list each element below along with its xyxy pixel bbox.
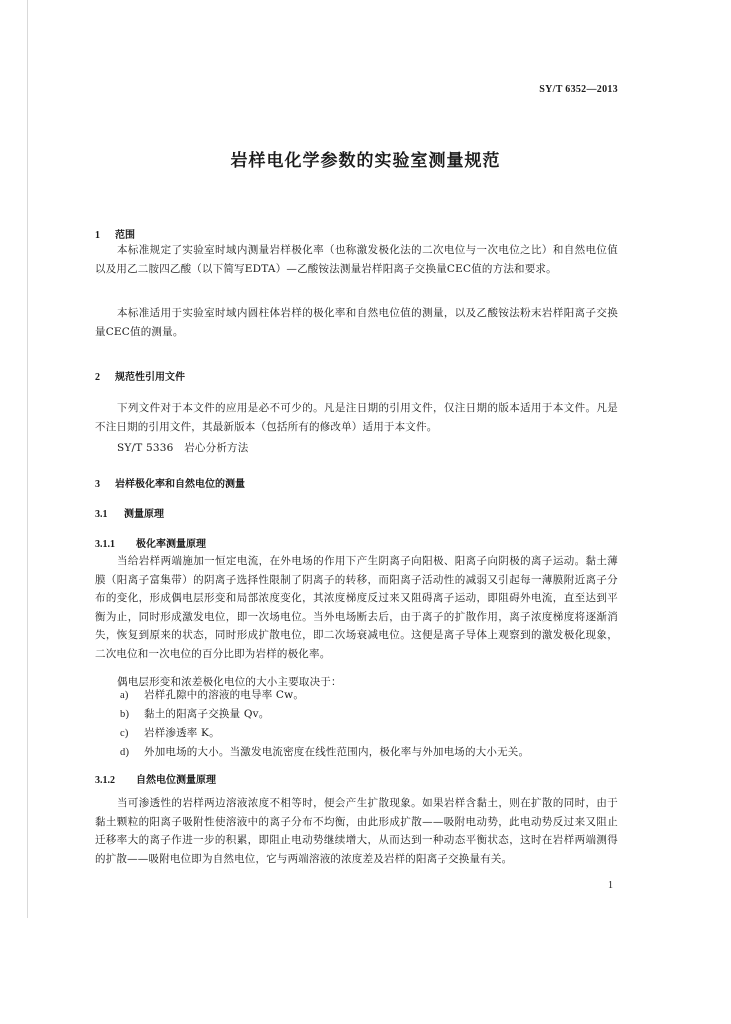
section-3-1-1-paragraph-1: 当给岩样两端施加一恒定电流，在外电场的作用下产生阴离子向阳极、阳离子向阴极的离子运动。黏土薄膜（阳离子富集带）的阴离子选择性限制了阴离子的转移，而阳离子活动性的减弱又引起每一薄膜附近离子分布的变化，形成偶电层形变和局部浓度变化，其浓度梯度反过来又阻碍离子运动，即阻碍外电流，直至达到平衡为止，同时形成激发电位，即一次场电位。当外电场断去后，由于离子的扩散作用，离子浓度梯度将逐渐消失，恢复到原来的状态，同时形成扩散电位，即二次场衰减电位。这便是离子导体上观察到的激发极化现象，二次电位和一次电位的百分比即为岩样的极化率。 [95, 555, 618, 660]
section-number: 3.1.1 [95, 539, 115, 550]
section-2-heading [95, 368, 185, 383]
section-1-heading [95, 226, 135, 241]
scan-edge-line [27, 0, 28, 918]
section-1-paragraph-1: 本标准规定了实验室时域内测量岩样极化率（也称激发极化法的二次电位与一次电位之比）和自然电位值以及用乙二胺四乙酸（以下简写EDTA）—乙酸铵法测量岩样阳离子交换量CEC值的方法和要求。 [95, 244, 618, 275]
section-number: 3.1 [95, 509, 108, 520]
list-text: 岩样孔隙中的溶液的电导率 Cw。 [144, 689, 305, 701]
section-3-1-1-heading [95, 535, 206, 550]
list-marker: b) [120, 709, 130, 720]
section-title: 范围 [115, 230, 135, 241]
section-3-heading [95, 475, 245, 490]
list-text: 外加电场的大小。当激发电流密度在线性范围内，极化率与外加电场的大小无关。 [144, 746, 530, 758]
section-title: 规范性引用文件 [115, 372, 185, 383]
list-item [120, 725, 220, 740]
list-item [120, 706, 269, 721]
list-marker: a) [120, 690, 129, 701]
standard-number: SY/T 6352—2013 [539, 84, 618, 95]
section-3-1-2-heading [95, 771, 216, 786]
section-2-paragraph-1: 下列文件对于本文件的应用是必不可少的。凡是注日期的引用文件，仅注日期的版本适用于本文件。凡是不注日期的引用文件，其最新版本（包括所有的修改单）适用于本文件。 [95, 402, 618, 433]
section-number: 3.1.2 [95, 775, 115, 786]
section-title: 测量原理 [124, 509, 164, 520]
list-marker: c) [120, 728, 129, 739]
page-number: 1 [608, 880, 613, 891]
section-3-1-1-paragraph-2: 偶电层形变和浓差极化电位的大小主要取决于： [117, 676, 342, 688]
section-title: 极化率测量原理 [136, 539, 206, 550]
list-item [120, 687, 304, 702]
section-number: 1 [95, 230, 100, 241]
list-text: 岩样渗透率 K。 [144, 727, 220, 739]
section-title: 自然电位测量原理 [136, 775, 216, 786]
section-number: 2 [95, 372, 100, 383]
normative-reference: SY/T 5336 岩心分析方法 [117, 442, 249, 454]
list-item [120, 744, 529, 759]
section-title: 岩样极化率和自然电位的测量 [115, 479, 245, 490]
section-number: 3 [95, 479, 100, 490]
section-1-paragraph-2: 本标准适用于实验室时域内圆柱体岩样的极化率和自然电位值的测量，以及乙酸铵法粉末岩样阳离子交换量CEC值的测量。 [95, 307, 618, 338]
section-3-1-heading [95, 505, 164, 520]
section-3-1-2-paragraph-1: 当可渗透性的岩样两边溶液浓度不相等时，便会产生扩散现象。如果岩样含黏土，则在扩散的同时，由于黏土颗粒的阳离子吸附性使溶液中的离子分布不均衡，由此形成扩散——吸附电动势，此电动势反过来又阻止迁移率大的离子作进一步的积累，即阻止电动势继续增大，从而达到一种动态平衡状态，这时在岩样两端测得的扩散——吸附电位即为自然电位，它与两端溶液的浓度差及岩样的阳离子交换量有关。 [95, 797, 618, 865]
list-text: 黏土的阳离子交换量 Qv。 [144, 708, 270, 720]
list-marker: d) [120, 747, 130, 758]
document-title: 岩样电化学参数的实验室测量规范 [230, 151, 501, 171]
